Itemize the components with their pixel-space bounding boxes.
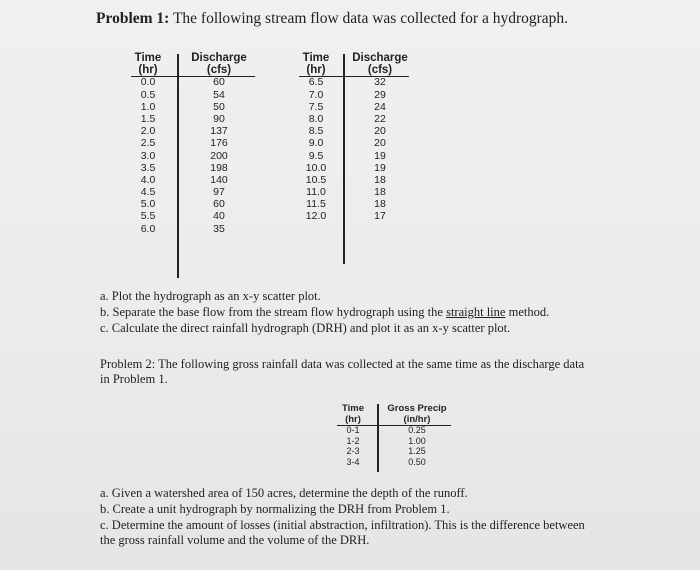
column-divider — [377, 404, 379, 472]
discharge-cell: 24 — [374, 100, 386, 113]
time-unit: (hr) — [138, 64, 158, 77]
discharge-cell: 32 — [374, 76, 386, 89]
precip-header: Gross Precip — [387, 403, 447, 414]
discharge-cell: 20 — [374, 137, 386, 150]
time-cell: 9.0 — [308, 137, 324, 150]
problem2-item-c-line2: the gross rainfall volume and the volume of the DRH. — [100, 533, 370, 547]
straight-line-underlined: straight line — [446, 305, 506, 319]
time-cell: 10.0 — [305, 161, 327, 174]
column-divider — [343, 54, 345, 264]
time-column — [293, 52, 339, 223]
time-cell: 5.5 — [140, 210, 156, 223]
discharge-cell: 18 — [374, 173, 386, 186]
streamflow-table-left — [125, 52, 260, 282]
discharge-column — [183, 52, 255, 235]
time-cell: 6.5 — [308, 76, 324, 89]
item-b-text-start: b. Separate the base flow from the stream flow hydrograph using the — [100, 305, 447, 319]
problem1-item-c: c. Calculate the direct rainfall hydrograph (DRH) and plot it as an x-y scatter plot. — [100, 321, 511, 335]
time-cell: 4.0 — [140, 173, 156, 186]
discharge-cell: 29 — [374, 88, 386, 101]
time-cell: 1-2 — [346, 435, 360, 446]
discharge-cell: 97 — [213, 186, 225, 199]
precip-cell: 1.25 — [408, 446, 426, 456]
discharge-column — [347, 52, 413, 223]
problem2-item-c-line1: c. Determine the amount of losses (initial abstraction, infiltration). This is the difference between — [100, 518, 585, 532]
streamflow-table-right — [293, 52, 413, 270]
time-cell: 10.5 — [305, 173, 327, 186]
time-cell: 1.0 — [140, 100, 156, 113]
discharge-cell: 50 — [213, 100, 225, 113]
time-cell: 8.0 — [308, 112, 324, 125]
discharge-unit: (cfs) — [206, 64, 232, 77]
discharge-cell: 19 — [374, 161, 386, 174]
precip-cell: 0.25 — [408, 425, 426, 435]
time-cell: 11.0 — [306, 186, 326, 199]
problem1-item-b — [100, 306, 549, 320]
problem1-label: Problem 1: — [96, 10, 170, 27]
precip-cell: 0.50 — [408, 456, 426, 467]
time-cell: 6.0 — [140, 222, 156, 235]
precip-cell: 1.00 — [408, 435, 426, 446]
precip-unit: (in/hr) — [403, 414, 431, 425]
time-unit: (hr) — [345, 414, 361, 425]
discharge-header: Discharge — [191, 52, 247, 64]
discharge-cell: 54 — [213, 88, 225, 101]
discharge-cell: 140 — [210, 173, 228, 186]
time-column — [333, 403, 373, 467]
time-cell: 7.5 — [308, 100, 324, 113]
problem2-intro-line2: in Problem 1. — [100, 372, 168, 386]
time-cell: 7.0 — [308, 88, 324, 101]
time-header: Time — [341, 403, 364, 414]
header-rule — [299, 76, 409, 77]
time-cell: 9.5 — [308, 149, 324, 162]
discharge-cell: 40 — [213, 210, 225, 223]
time-cell: 2-3 — [346, 446, 360, 456]
discharge-cell: 198 — [210, 161, 228, 174]
problem1-item-a: a. Plot the hydrograph as an x-y scatter plot. — [100, 289, 321, 303]
column-divider — [177, 54, 179, 278]
problem2-intro-line1: Problem 2: The following gross rainfall data was collected at the same time as the discharge data — [100, 357, 585, 371]
precip-column — [381, 403, 453, 467]
time-cell: 0.5 — [140, 88, 156, 101]
time-cell: 8.5 — [308, 125, 324, 138]
precip-values — [381, 425, 453, 467]
item-b-text-end: method. — [505, 305, 550, 319]
time-cell: 4.5 — [140, 186, 156, 199]
time-cell: 3.5 — [140, 161, 156, 174]
time-cell: 0-1 — [346, 425, 360, 435]
discharge-cell: 19 — [374, 149, 386, 162]
time-header: Time — [302, 52, 330, 64]
discharge-cell: 18 — [374, 198, 386, 211]
problem1-title: The following stream flow data was collected for a hydrograph. — [172, 10, 569, 27]
discharge-cell: 35 — [213, 222, 225, 235]
time-cell: 0.0 — [140, 76, 156, 89]
discharge-unit: (cfs) — [367, 64, 393, 77]
discharge-cell: 200 — [210, 149, 228, 162]
time-cell: 11.5 — [306, 198, 326, 211]
time-values — [333, 425, 373, 467]
time-cell: 5.0 — [140, 198, 156, 211]
time-cell: 3-4 — [346, 456, 360, 467]
discharge-cell: 137 — [210, 125, 228, 138]
problem2-item-a: a. Given a watershed area of 150 acres, determine the depth of the runoff. — [100, 486, 468, 500]
header-rule — [131, 76, 255, 77]
discharge-values — [347, 76, 413, 222]
time-header: Time — [134, 52, 162, 64]
time-cell: 12.0 — [305, 210, 327, 223]
discharge-cell: 22 — [374, 112, 386, 125]
discharge-header: Discharge — [352, 52, 408, 64]
discharge-cell: 20 — [374, 125, 386, 138]
discharge-values — [183, 76, 255, 234]
discharge-cell: 60 — [213, 76, 225, 89]
time-cell: 2.0 — [140, 125, 156, 138]
discharge-cell: 90 — [213, 112, 225, 125]
discharge-cell: 60 — [213, 198, 225, 211]
time-values — [125, 76, 171, 234]
time-cell: 1.5 — [140, 112, 156, 125]
time-unit: (hr) — [306, 64, 326, 77]
problem1-heading — [96, 10, 568, 28]
discharge-cell: 17 — [374, 210, 386, 223]
time-cell: 3.0 — [140, 149, 156, 162]
time-column — [125, 52, 171, 235]
time-values — [293, 76, 339, 222]
rainfall-table — [333, 403, 458, 475]
header-rule — [337, 425, 451, 426]
discharge-cell: 18 — [374, 186, 386, 199]
time-cell: 2.5 — [140, 137, 156, 150]
problem2-item-b: b. Create a unit hydrograph by normalizing the DRH from Problem 1. — [100, 502, 450, 516]
discharge-cell: 176 — [210, 137, 228, 150]
